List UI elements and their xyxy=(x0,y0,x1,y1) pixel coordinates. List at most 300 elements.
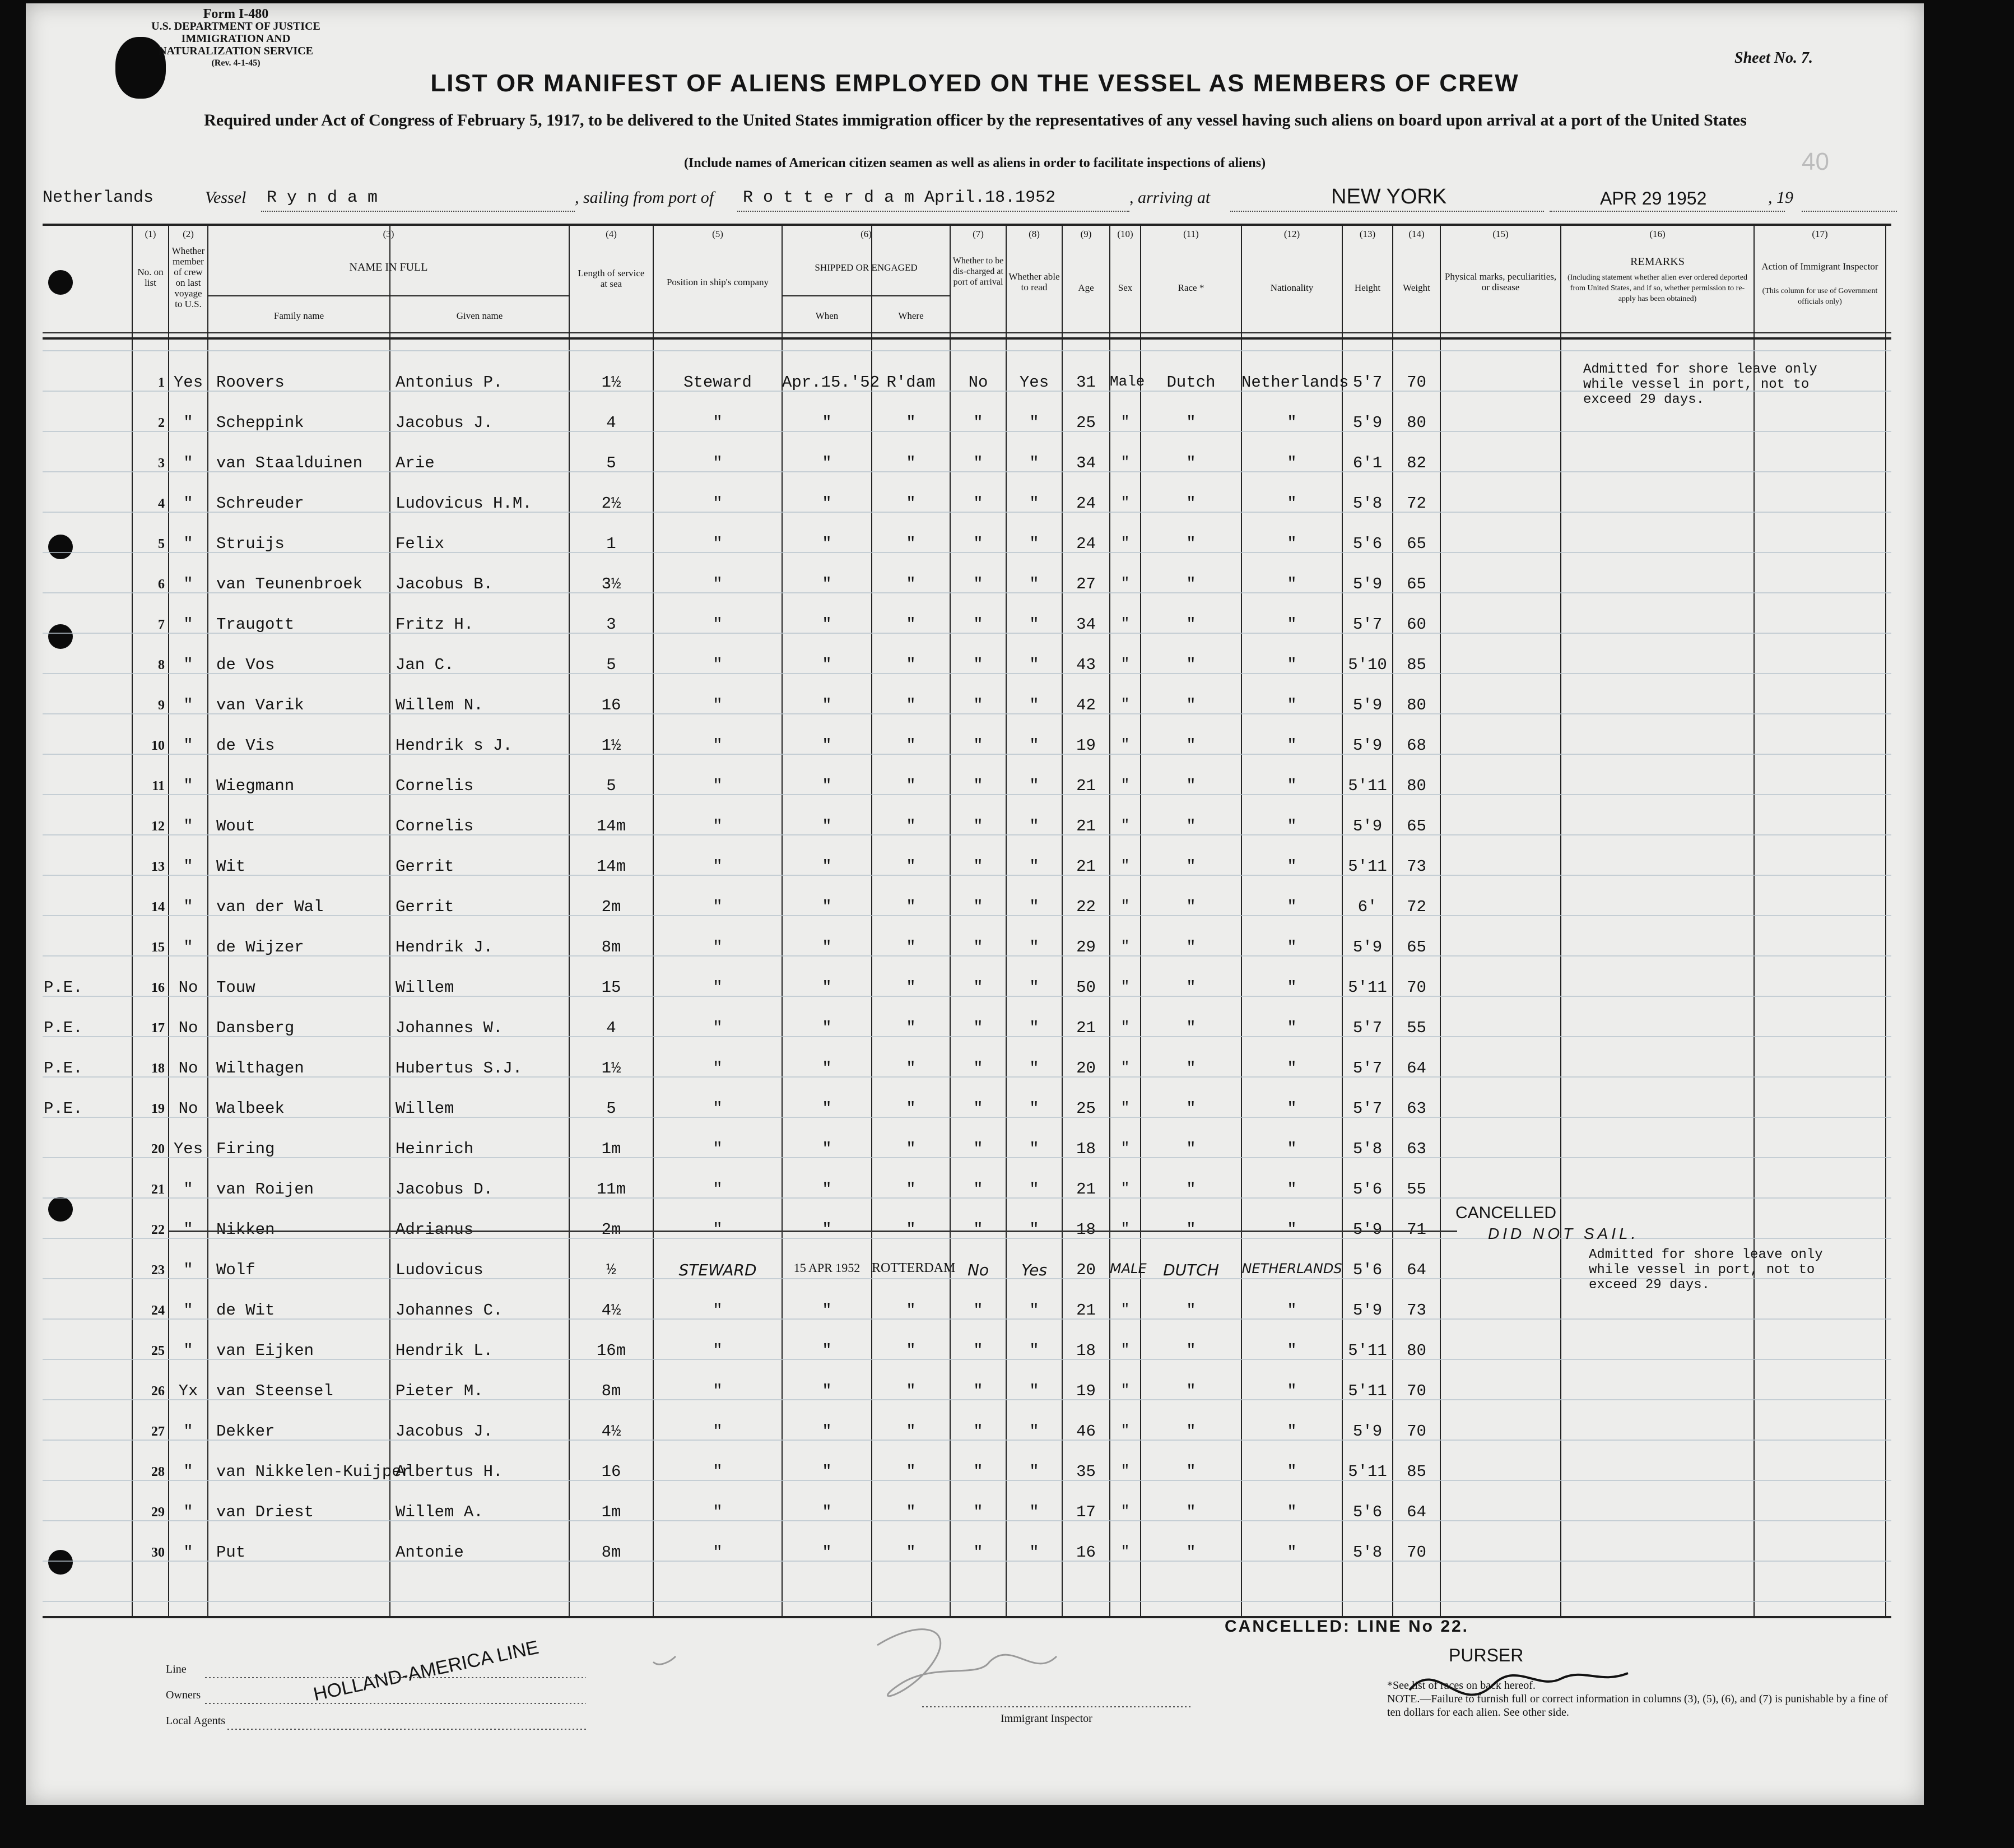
remark-admitted-second: Admitted for shore leave only while vessel in port, not to exceed 29 days. xyxy=(1589,1247,1823,1293)
discharged: " xyxy=(973,656,983,674)
race: " xyxy=(1186,1140,1196,1158)
family-name: Wit xyxy=(216,857,246,876)
member-last-voyage: " xyxy=(183,656,193,674)
given-name: Cornelis xyxy=(396,777,474,795)
shipped-where: " xyxy=(906,1422,916,1441)
age: 18 xyxy=(1076,1341,1096,1360)
weight: 63 xyxy=(1407,1140,1426,1158)
discharged: " xyxy=(973,1059,983,1078)
length-of-service: 5 xyxy=(606,454,616,472)
length-of-service: 8m xyxy=(601,1382,621,1400)
remark-did-not-sail: DID NOT SAIL. xyxy=(1488,1225,1639,1242)
row-number: 13 xyxy=(151,860,165,874)
shipped-where: " xyxy=(906,615,916,634)
family-name: Wolf xyxy=(216,1261,255,1279)
header-action-inspector: Action of Immigrant Inspector xyxy=(1761,261,1878,272)
header-position: Position in ship's company xyxy=(666,277,769,287)
shipped-when: " xyxy=(822,1220,832,1239)
nationality: " xyxy=(1287,535,1297,553)
shipped-where: " xyxy=(906,1019,916,1037)
discharged: " xyxy=(973,1462,983,1481)
position: Steward xyxy=(683,373,752,392)
sex: Male xyxy=(1110,373,1145,390)
position: " xyxy=(713,454,723,472)
able-to-read: " xyxy=(1029,454,1039,472)
race: " xyxy=(1186,454,1196,472)
member-last-voyage: " xyxy=(183,414,193,432)
member-last-voyage: " xyxy=(183,1422,193,1441)
form-number: Form I-480 xyxy=(203,7,269,21)
column-number: (14) xyxy=(1408,229,1425,239)
row-number: 28 xyxy=(151,1465,165,1479)
discharged: " xyxy=(973,1019,983,1037)
row-number: 30 xyxy=(151,1545,165,1560)
nationality: " xyxy=(1287,817,1297,835)
member-last-voyage: No xyxy=(178,978,198,997)
discharged: " xyxy=(973,978,983,997)
shipped-where: " xyxy=(906,656,916,674)
race: " xyxy=(1186,938,1196,956)
weight: 80 xyxy=(1407,777,1426,795)
position: " xyxy=(713,938,723,956)
given-name: Jacobus J. xyxy=(396,414,494,432)
length-of-service: 2m xyxy=(601,898,621,916)
member-last-voyage: No xyxy=(178,1019,198,1037)
sheet-number: Sheet No. 7. xyxy=(1734,49,1813,67)
race: " xyxy=(1186,736,1196,755)
length-of-service: ½ xyxy=(606,1261,616,1279)
shipped-when: " xyxy=(822,1059,832,1078)
given-name: Jacobus D. xyxy=(396,1180,494,1199)
shipped-where: " xyxy=(906,1099,916,1118)
given-name: Willem A. xyxy=(396,1503,483,1521)
able-to-read: " xyxy=(1029,1140,1039,1158)
header-race: Race * xyxy=(1178,282,1204,293)
column-number: (6) xyxy=(861,229,872,239)
height: 5'7 xyxy=(1352,373,1383,392)
header-able-read: Whether able to read xyxy=(1008,271,1060,292)
shipped-where: " xyxy=(906,414,916,432)
cancelled-line-text: CANCELLED: LINE No 22. xyxy=(1225,1617,1469,1636)
shipped-where: " xyxy=(906,978,916,997)
given-name: Hubertus S.J. xyxy=(396,1059,523,1078)
discharged: " xyxy=(973,1543,983,1562)
length-of-service: 8m xyxy=(601,938,621,956)
discharged: " xyxy=(973,535,983,553)
position: " xyxy=(713,736,723,755)
height: 5'11 xyxy=(1348,978,1387,997)
position: " xyxy=(713,1099,723,1118)
sex: " xyxy=(1120,898,1130,914)
race: " xyxy=(1186,1462,1196,1481)
race: " xyxy=(1186,575,1196,593)
length-of-service: 5 xyxy=(606,656,616,674)
nationality: " xyxy=(1287,494,1297,513)
height: 5'8 xyxy=(1352,1543,1383,1562)
given-name: Arie xyxy=(396,454,435,472)
nationality: NETHERLANDS xyxy=(1241,1261,1342,1276)
race: " xyxy=(1186,615,1196,634)
shipped-where: " xyxy=(906,1059,916,1078)
able-to-read: " xyxy=(1029,978,1039,997)
row-number: 11 xyxy=(152,779,165,793)
age: 25 xyxy=(1076,414,1096,432)
position: " xyxy=(713,656,723,674)
row-number: 10 xyxy=(151,739,165,753)
row-number: 25 xyxy=(151,1344,165,1358)
family-name: Scheppink xyxy=(216,414,304,432)
given-name: Johannes C. xyxy=(396,1301,503,1320)
shipped-where: " xyxy=(906,1462,916,1481)
age: 27 xyxy=(1076,575,1096,593)
shipped-where: " xyxy=(906,1382,916,1400)
height: 5'9 xyxy=(1352,1422,1383,1441)
race: " xyxy=(1186,1503,1196,1521)
able-to-read: " xyxy=(1029,656,1039,674)
sex: " xyxy=(1120,535,1130,551)
race: " xyxy=(1186,1301,1196,1320)
shipped-when: " xyxy=(822,1503,832,1521)
length-of-service: 8m xyxy=(601,1543,621,1562)
position: " xyxy=(713,978,723,997)
weight: 73 xyxy=(1407,857,1426,876)
row-number: 15 xyxy=(151,940,165,955)
able-to-read: " xyxy=(1029,1059,1039,1078)
discharged: " xyxy=(973,817,983,835)
nationality: " xyxy=(1287,1543,1297,1562)
shipped-where: " xyxy=(906,898,916,916)
race: " xyxy=(1186,1059,1196,1078)
given-name: Hendrik s J. xyxy=(396,736,513,755)
shipped-where: " xyxy=(906,1301,916,1320)
weight: 70 xyxy=(1407,1543,1426,1562)
position: " xyxy=(713,414,723,432)
race: " xyxy=(1186,857,1196,876)
sex: " xyxy=(1120,1180,1130,1197)
weight: 73 xyxy=(1407,1301,1426,1320)
weight: 65 xyxy=(1407,535,1426,553)
sailing-label: , sailing from port of xyxy=(575,188,714,207)
sex: " xyxy=(1120,414,1130,430)
weight: 85 xyxy=(1407,656,1426,674)
height: 5'9 xyxy=(1352,938,1383,956)
nationality: " xyxy=(1287,736,1297,755)
faint-mark: 40 xyxy=(1802,148,1829,175)
member-last-voyage: " xyxy=(183,1180,193,1199)
column-number: (10) xyxy=(1117,229,1133,239)
family-name: Dekker xyxy=(216,1422,275,1441)
age: 21 xyxy=(1076,1301,1096,1320)
header-member-last-voyage: Whether member of crew on last voyage to U.S. xyxy=(171,245,205,309)
length-of-service: 16 xyxy=(601,696,621,714)
footer-lines xyxy=(26,3,1924,1805)
sex: " xyxy=(1120,1099,1130,1116)
given-name: Albertus H. xyxy=(396,1462,503,1481)
page-subtitle: Required under Act of Congress of February 5, 1917, to be delivered to the United States immigration officer by the representatives of any vessel having such aliens on board upon arrival at a port of the United States xyxy=(204,111,1747,129)
length-of-service: 4 xyxy=(606,1019,616,1037)
page-subnote: (Include names of American citizen seamen as well as aliens in order to facilitate inspections of aliens) xyxy=(683,156,1266,170)
position: " xyxy=(713,777,723,795)
sex: " xyxy=(1120,1462,1130,1479)
sex: " xyxy=(1120,1019,1130,1036)
nationality: " xyxy=(1287,1382,1297,1400)
race: " xyxy=(1186,1382,1196,1400)
shipped-where: " xyxy=(906,938,916,956)
nationality: " xyxy=(1287,696,1297,714)
family-name: Wilthagen xyxy=(216,1059,304,1078)
member-last-voyage: " xyxy=(183,1261,193,1279)
row-number: 19 xyxy=(151,1102,165,1116)
able-to-read: " xyxy=(1029,535,1039,553)
weight: 65 xyxy=(1407,817,1426,835)
age: 25 xyxy=(1076,1099,1096,1118)
length-of-service: 1½ xyxy=(601,373,621,392)
nationality: " xyxy=(1287,777,1297,795)
company-stamp: HOLLAND-AMERICA LINE xyxy=(311,1636,541,1706)
row-number: 20 xyxy=(151,1142,165,1157)
able-to-read: " xyxy=(1029,494,1039,513)
able-to-read: " xyxy=(1029,1180,1039,1199)
shipped-when: " xyxy=(822,1422,832,1441)
length-of-service: 1½ xyxy=(601,736,621,755)
sex: " xyxy=(1120,736,1130,753)
length-of-service: 3 xyxy=(606,615,616,634)
shipped-where: " xyxy=(906,454,916,472)
length-of-service: 14m xyxy=(596,857,626,876)
weight: 82 xyxy=(1407,454,1426,472)
age: 20 xyxy=(1076,1261,1096,1279)
discharged: " xyxy=(973,1220,983,1239)
length-of-service: 1m xyxy=(601,1503,621,1521)
age: 22 xyxy=(1076,898,1096,916)
given-name: Ludovicus H.M. xyxy=(396,494,532,513)
shipped-when: " xyxy=(822,1462,832,1481)
header-name-in-full: NAME IN FULL xyxy=(349,261,428,273)
discharged: " xyxy=(973,615,983,634)
nationality: " xyxy=(1287,1099,1297,1118)
header-physical-marks: Physical marks, peculiarities, or disease xyxy=(1444,271,1557,292)
member-last-voyage: " xyxy=(183,857,193,876)
given-name: Willem xyxy=(396,1099,454,1118)
family-name: de Wijzer xyxy=(216,938,304,956)
discharged: No xyxy=(967,1261,989,1279)
height: 5'11 xyxy=(1348,857,1387,876)
column-number: (9) xyxy=(1080,229,1092,239)
shipped-where: " xyxy=(906,736,916,755)
able-to-read: " xyxy=(1029,817,1039,835)
length-of-service: 15 xyxy=(601,978,621,997)
length-of-service: 2½ xyxy=(601,494,621,513)
header-sex: Sex xyxy=(1118,282,1133,293)
member-last-voyage: " xyxy=(183,454,193,472)
age: 21 xyxy=(1076,817,1096,835)
member-last-voyage: Yes xyxy=(173,373,203,392)
inspector-label: Immigrant Inspector xyxy=(1001,1712,1092,1725)
shipped-when: Apr.15.'52 xyxy=(782,373,880,392)
member-last-voyage: " xyxy=(183,736,193,755)
row-prefix: P.E. xyxy=(44,1019,83,1037)
shipped-when: " xyxy=(822,898,832,916)
age: 34 xyxy=(1076,454,1096,472)
sex: " xyxy=(1120,777,1130,793)
age: 50 xyxy=(1076,978,1096,997)
weight: 85 xyxy=(1407,1462,1426,1481)
family-name: Firing xyxy=(216,1140,275,1158)
able-to-read: " xyxy=(1029,615,1039,634)
shipped-where: " xyxy=(906,1503,916,1521)
member-last-voyage: " xyxy=(183,1462,193,1481)
family-name: Touw xyxy=(216,978,255,997)
given-name: Jan C. xyxy=(396,656,454,674)
height: 5'9 xyxy=(1352,1220,1383,1239)
height: 5'7 xyxy=(1352,1019,1383,1037)
column-number: (8) xyxy=(1029,229,1040,239)
race: " xyxy=(1186,817,1196,835)
family-name: van Varik xyxy=(216,696,304,714)
given-name: Willem N. xyxy=(396,696,483,714)
able-to-read: " xyxy=(1029,857,1039,876)
nationality: " xyxy=(1287,938,1297,956)
footnote-fine: NOTE.—Failure to furnish full or correct information in columns (3), (5), (6), and (7) is punishable by a fine of ten dollars for each alien. See other side. xyxy=(1387,1693,1888,1719)
member-last-voyage: " xyxy=(183,575,193,593)
height: 5'11 xyxy=(1348,1462,1387,1481)
able-to-read: " xyxy=(1029,414,1039,432)
weight: 65 xyxy=(1407,938,1426,956)
weight: 70 xyxy=(1407,1422,1426,1441)
weight: 64 xyxy=(1407,1059,1426,1078)
length-of-service: 4 xyxy=(606,414,616,432)
position: " xyxy=(713,1180,723,1199)
nationality: " xyxy=(1287,1503,1297,1521)
shipped-where: " xyxy=(906,777,916,795)
race: " xyxy=(1186,898,1196,916)
height: 6' xyxy=(1357,898,1378,916)
row-number: 4 xyxy=(158,496,165,511)
header-no-on-list: No. on list xyxy=(137,267,164,288)
nationality: " xyxy=(1287,1341,1297,1360)
family-name: van der Wal xyxy=(216,898,324,916)
header-length-service: Length of service at sea xyxy=(578,268,645,289)
row-prefix: P.E. xyxy=(44,1099,83,1118)
weight: 70 xyxy=(1407,1382,1426,1400)
column-number: (13) xyxy=(1359,229,1376,239)
position: " xyxy=(713,1462,723,1481)
length-of-service: 11m xyxy=(596,1180,626,1199)
sex: " xyxy=(1120,656,1130,672)
race: " xyxy=(1186,1220,1196,1239)
family-name: van Driest xyxy=(216,1503,314,1521)
race: Dutch xyxy=(1166,373,1216,392)
arrival-port: NEW YORK xyxy=(1331,185,1447,208)
department-name: U.S. DEPARTMENT OF JUSTICE xyxy=(151,20,320,32)
row-number: 24 xyxy=(151,1303,165,1318)
nationality: " xyxy=(1287,454,1297,472)
family-name: Walbeek xyxy=(216,1099,285,1118)
age: 31 xyxy=(1076,373,1096,392)
shipped-when: " xyxy=(822,1341,832,1360)
race: " xyxy=(1186,1341,1196,1360)
shipped-when: " xyxy=(822,414,832,432)
row-number: 3 xyxy=(158,456,165,471)
agents-label: Local Agents xyxy=(166,1715,226,1727)
age: 21 xyxy=(1076,1180,1096,1199)
length-of-service: 16 xyxy=(601,1462,621,1481)
footnote-races: *See list of races on back hereof. xyxy=(1387,1679,1536,1692)
given-name: Antonie xyxy=(396,1543,464,1562)
race: " xyxy=(1186,978,1196,997)
inspector-signature xyxy=(653,1629,1057,1696)
discharged: " xyxy=(973,898,983,916)
discharged: " xyxy=(973,1341,983,1360)
family-name: van Eijken xyxy=(216,1341,314,1360)
header-age: Age xyxy=(1078,282,1094,293)
age: 46 xyxy=(1076,1422,1096,1441)
weight: 80 xyxy=(1407,414,1426,432)
header-remarks: REMARKS xyxy=(1630,256,1685,268)
shipped-when: " xyxy=(822,1099,832,1118)
sex: " xyxy=(1120,1341,1130,1358)
shipped-when: " xyxy=(822,938,832,956)
able-to-read: " xyxy=(1029,1462,1039,1481)
able-to-read: " xyxy=(1029,1503,1039,1521)
member-last-voyage: " xyxy=(183,1220,193,1239)
header-action-note: (This column for use of Government officials only) xyxy=(1762,287,1878,306)
shipped-when: " xyxy=(822,696,832,714)
column-number: (12) xyxy=(1283,229,1300,239)
race: " xyxy=(1186,777,1196,795)
shipped-when: " xyxy=(822,978,832,997)
position: " xyxy=(713,575,723,593)
position: " xyxy=(713,1422,723,1441)
nationality: " xyxy=(1287,1180,1297,1199)
race: " xyxy=(1186,1422,1196,1441)
age: 21 xyxy=(1076,857,1096,876)
family-name: Put xyxy=(216,1543,246,1562)
position: " xyxy=(713,1019,723,1037)
header-when: When xyxy=(815,310,839,321)
discharged: " xyxy=(973,1180,983,1199)
header-height: Height xyxy=(1354,282,1381,293)
shipped-where: R'dam xyxy=(886,373,936,392)
given-name: Pieter M. xyxy=(396,1382,483,1400)
arrival-date: APR 29 1952 xyxy=(1600,188,1707,208)
length-of-service: 2m xyxy=(601,1220,621,1239)
nationality: " xyxy=(1287,414,1297,432)
sex: " xyxy=(1120,1059,1130,1076)
nationality: " xyxy=(1287,1301,1297,1320)
family-name: van Steensel xyxy=(216,1382,333,1400)
shipped-where: " xyxy=(906,494,916,513)
owners-label: Owners xyxy=(166,1689,201,1701)
shipped-where: " xyxy=(906,575,916,593)
able-to-read: " xyxy=(1029,1382,1039,1400)
length-of-service: 16m xyxy=(596,1341,626,1360)
discharged: " xyxy=(973,575,983,593)
discharged: " xyxy=(973,1099,983,1118)
column-number: (7) xyxy=(973,229,984,239)
header-shipped-engaged: SHIPPED OR ENGAGED xyxy=(815,262,918,273)
remark-cancelled: CANCELLED xyxy=(1455,1204,1557,1222)
shipped-where: " xyxy=(906,857,916,876)
shipped-when: " xyxy=(822,857,832,876)
shipped-when: 15 APR 1952 xyxy=(793,1261,861,1275)
family-name: de Vis xyxy=(216,736,275,755)
race: " xyxy=(1186,535,1196,553)
flag-field: Netherlands xyxy=(43,188,154,207)
shipped-when: " xyxy=(822,454,832,472)
discharged: " xyxy=(973,857,983,876)
manifest-sheet xyxy=(26,3,1924,1805)
